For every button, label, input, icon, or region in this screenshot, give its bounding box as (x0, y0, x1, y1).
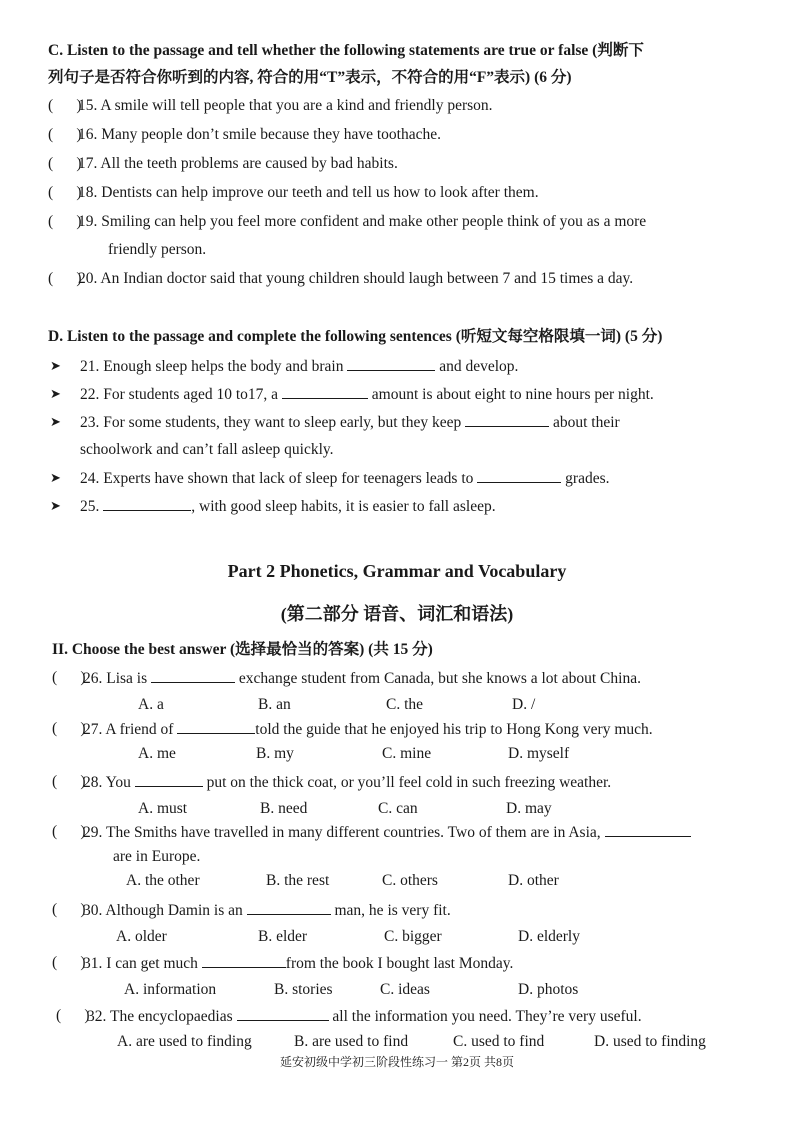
fill-blank[interactable] (177, 719, 255, 734)
fill-blank[interactable] (477, 468, 561, 483)
option-b[interactable]: B. an (258, 696, 291, 713)
section-c-header-line2: 列句子是否符合你听到的内容, 符合的用“T”表示，不符合的用“F”表示) (6 分) (48, 69, 572, 86)
option-b[interactable]: B. the rest (266, 872, 330, 889)
option-c[interactable]: C. others (382, 872, 438, 889)
option-d[interactable]: D. used to finding (594, 1033, 706, 1050)
option-a[interactable]: A. me (138, 745, 176, 762)
part2-title: Part 2 Phonetics, Grammar and Vocabulary (227, 561, 567, 581)
option-c[interactable]: C. bigger (384, 928, 442, 945)
question-item: ( ) 29. The Smiths have travelled in many different countries. Two of them are in Asia, (52, 822, 691, 843)
arrow-bullet-icon: ➤ (50, 414, 61, 429)
question-continuation: are in Europe. (113, 848, 201, 865)
list-item: ( ) 18. Dentists can help improve our teeth and tell us how to look after them. (48, 184, 539, 201)
option-a[interactable]: A. the other (126, 872, 200, 889)
part2-subtitle: (第二部分 语音、词汇和语法) (280, 604, 514, 624)
list-item: 21. Enough sleep helps the body and brain and develop. (80, 358, 519, 375)
arrow-bullet-icon: ➤ (50, 470, 61, 485)
question-item: ( ) 31. I can get much from the book I bought last Monday. (52, 954, 514, 972)
list-item-continuation: schoolwork and can’t fall asleep quickly. (80, 441, 334, 458)
option-b[interactable]: B. are used to find (294, 1033, 409, 1050)
arrow-bullet-icon: ➤ (50, 358, 61, 373)
answer-paren[interactable]: ( ) (48, 155, 82, 172)
answer-paren[interactable]: ( ) (48, 97, 82, 114)
fill-blank[interactable] (135, 772, 203, 787)
list-item: ( ) 16. Many people don’t smile because they have toothache. (48, 126, 441, 143)
option-c[interactable]: C. the (386, 696, 424, 713)
option-a[interactable]: A. older (116, 928, 167, 945)
answer-paren[interactable]: ( ) (52, 669, 86, 686)
option-c[interactable]: C. can (378, 800, 418, 817)
answer-paren[interactable]: ( ) (52, 954, 86, 971)
option-a[interactable]: A. must (138, 800, 188, 817)
fill-blank[interactable] (282, 384, 368, 399)
question-item: ( ) 27. A friend of told the guide that he enjoyed his trip to Hong Kong very much. (52, 720, 653, 738)
option-b[interactable]: B. need (260, 800, 308, 817)
arrow-bullet-icon: ➤ (50, 498, 61, 513)
option-b[interactable]: B. stories (274, 981, 333, 998)
answer-paren[interactable]: ( ) (52, 901, 86, 918)
answer-paren[interactable]: ( ) (52, 720, 86, 737)
list-item: 24. Experts have shown that lack of sleep for teenagers leads to grades. (80, 470, 610, 487)
list-item-continuation: friendly person. (108, 241, 207, 258)
option-a[interactable]: A. a (138, 696, 164, 713)
question-item: ( ) 30. Although Damin is an man, he is very fit. (52, 901, 451, 919)
option-d[interactable]: D. myself (508, 745, 570, 762)
option-d[interactable]: D. / (512, 696, 536, 713)
option-c[interactable]: C. ideas (380, 981, 430, 998)
option-b[interactable]: B. elder (258, 928, 308, 945)
list-item: ( ) 15. A smile will tell people that you are a kind and friendly person. (48, 97, 493, 114)
option-d[interactable]: D. may (506, 800, 552, 817)
answer-paren[interactable]: ( ) (52, 823, 86, 840)
list-item: ( ) 17. All the teeth problems are caused by bad habits. (48, 155, 398, 172)
question-item: ( ) 32. The encyclopaedias all the information you need. They’re very useful. (56, 1007, 642, 1025)
question-item: ( ) 26. Lisa is exchange student from Canada, but she knows a lot about China. (52, 669, 641, 687)
list-item: 23. For some students, they want to sleep early, but they keep about their (80, 414, 620, 431)
section-d-header: D. Listen to the passage and complete the following sentences (听短文每空格限填一词) (5 分) (48, 328, 663, 345)
arrow-bullet-icon: ➤ (50, 386, 61, 401)
answer-paren[interactable]: ( ) (48, 126, 82, 143)
fill-blank[interactable] (605, 822, 691, 837)
fill-blank[interactable] (151, 668, 235, 683)
list-item: 25. , with good sleep habits, it is easier to fall asleep. (80, 498, 496, 515)
answer-paren[interactable]: ( ) (48, 184, 82, 201)
fill-blank[interactable] (103, 496, 191, 511)
option-c[interactable]: C. used to find (453, 1033, 545, 1050)
answer-paren[interactable]: ( ) (52, 773, 86, 790)
fill-blank[interactable] (202, 953, 286, 968)
answer-paren[interactable]: ( ) (48, 270, 82, 287)
answer-paren[interactable]: ( ) (48, 213, 82, 230)
section-c-header-line1: C. Listen to the passage and tell whether the following statements are true or false (判断下 (48, 42, 644, 59)
option-a[interactable]: A. are used to finding (117, 1033, 252, 1050)
section-ii-header: II. Choose the best answer (选择最恰当的答案) (共 15 分) (52, 641, 433, 658)
page-footer: 延安初级中学初三阶段性练习一 第2页 共8页 (279, 1055, 514, 1069)
fill-blank[interactable] (347, 356, 435, 371)
option-d[interactable]: D. photos (518, 981, 579, 998)
option-d[interactable]: D. other (508, 872, 559, 889)
list-item: ( ) 20. An Indian doctor said that young children should laugh between 7 and 15 times a day. (48, 270, 634, 287)
list-item: 22. For students aged 10 to17, a amount is about eight to nine hours per night. (80, 386, 654, 403)
option-b[interactable]: B. my (256, 745, 294, 762)
list-item: ( ) 19. Smiling can help you feel more confident and make other people think of you as a more (48, 213, 647, 230)
fill-blank[interactable] (237, 1006, 329, 1021)
option-a[interactable]: A. information (124, 981, 217, 998)
question-item: ( ) 28. You put on the thick coat, or you’ll feel cold in such freezing weather. (52, 773, 612, 791)
answer-paren[interactable]: ( ) (56, 1007, 90, 1024)
fill-blank[interactable] (465, 412, 549, 427)
option-c[interactable]: C. mine (382, 745, 432, 762)
option-d[interactable]: D. elderly (518, 928, 580, 945)
fill-blank[interactable] (247, 900, 331, 915)
